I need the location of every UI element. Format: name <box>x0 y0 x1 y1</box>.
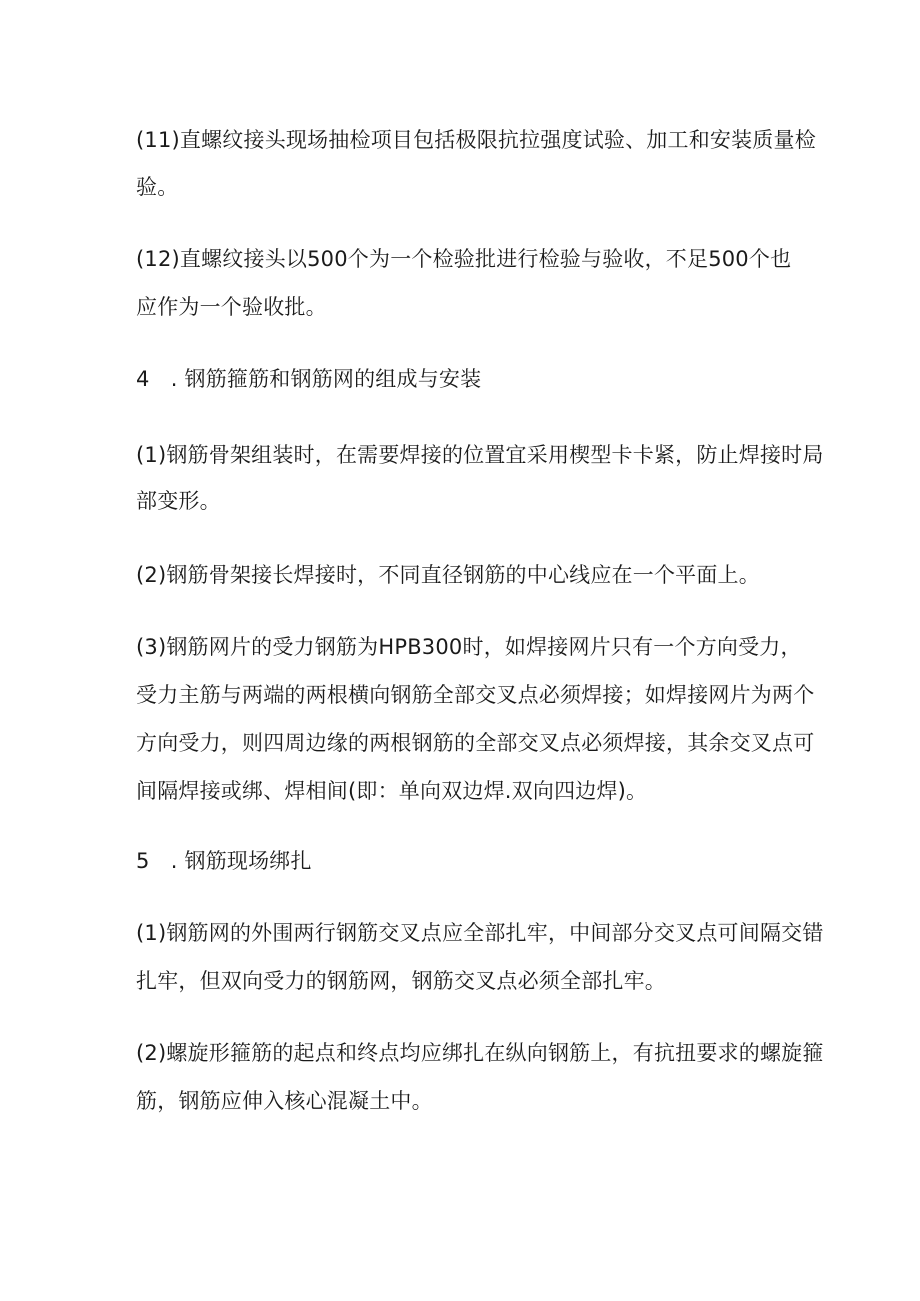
paragraph-12-line-2: 应作为一个验收批。 <box>136 295 327 319</box>
paragraph-4-3-line-4: 间隔焊接或绑、焊相间(即：单向双边焊.双向四边焊)。 <box>136 779 648 803</box>
paragraph-4-1-line-2: 部变形。 <box>136 489 221 513</box>
section-heading-5: 5 . 钢筋现场绑扎 <box>136 849 312 873</box>
paragraph-5-1-line-1: (1)钢筋网的外围两行钢筋交叉点应全部扎牢，中间部分交叉点可间隔交错 <box>136 921 824 945</box>
paragraph-11-line-1: (11)直螺纹接头现场抽检项目包括极限抗拉强度试验、加工和安装质量检 <box>136 128 816 152</box>
paragraph-5-2-line-1: (2)螺旋形箍筋的起点和终点均应绑扎在纵向钢筋上，有抗扭要求的螺旋箍 <box>136 1041 824 1065</box>
paragraph-5-1-line-2: 扎牢，但双向受力的钢筋网，钢筋交叉点必须全部扎牢。 <box>136 969 666 993</box>
paragraph-11-line-2: 验。 <box>136 175 179 199</box>
section-heading-4: 4 . 钢筋箍筋和钢筋网的组成与安装 <box>136 367 482 391</box>
paragraph-4-3-line-3: 方向受力，则四周边缘的两根钢筋的全部交叉点必须焊接，其余交叉点可 <box>136 731 815 755</box>
paragraph-5-2-line-2: 筋，钢筋应伸入核心混凝土中。 <box>136 1089 433 1113</box>
paragraph-4-3-line-1: (3)钢筋网片的受力钢筋为HPB300时，如焊接网片只有一个方向受力， <box>136 635 802 659</box>
paragraph-4-2-line-1: (2)钢筋骨架接长焊接时，不同直径钢筋的中心线应在一个平面上。 <box>136 563 760 587</box>
paragraph-12-line-1: (12)直螺纹接头以500个为一个检验批进行检验与验收，不足500个也 <box>136 247 792 271</box>
paragraph-4-1-line-1: (1)钢筋骨架组装时，在需要焊接的位置宜采用楔型卡卡紧，防止焊接时局 <box>136 443 824 467</box>
paragraph-4-3-line-2: 受力主筋与两端的两根横向钢筋全部交叉点必须焊接；如焊接网片为两个 <box>136 683 815 707</box>
